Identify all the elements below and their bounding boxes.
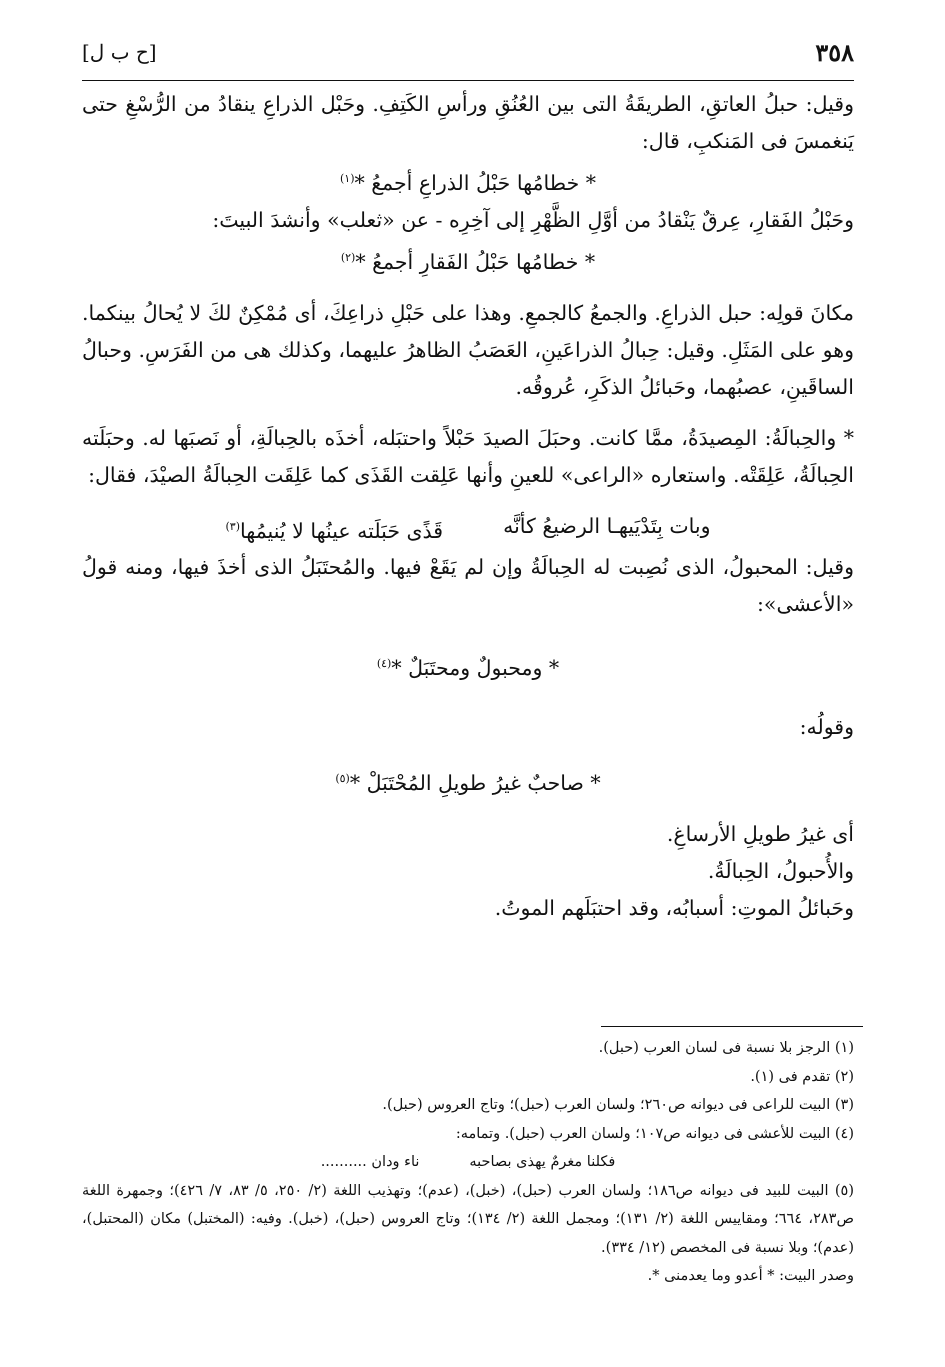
footnote-divider [601, 1026, 863, 1027]
paragraph: وقيل: حبلُ العاتقِ، الطريقَةُ التى بين العُنُقِ ورأسِ الكَتِفِ. وحَبْل الذراعِ ينقادُ من الرُّسْغِ حتى يَنغمسَ فى المَنكبِ، قال: [82, 92, 854, 153]
footnote: (٤) البيت للأعشى فى ديوانه ص١٠٧؛ ولسان العرب (حبل). وتمامه: [455, 1125, 854, 1142]
footnote: وصدر البيت: * أعدو وما يعدمنى *. [647, 1268, 854, 1284]
paragraph: مكانَ قولِه: حبل الذراعِ. والجمعُ كالجمعِ. وهذا على حَبْلِ ذراعِكَ، أى مُمْكِنٌ لكَ لا يُحالُ بينكما. وهو على المَثَلِ. وقيل: حِبالُ الذراعَينِ، العَصَبُ الظاهرُ عليهما، وكذلك هى من الفَرَسِ. وحبالُ الساقَينِ، عصبُهما، وحَبائلُ الذكَرِ، عُروقُه. [82, 300, 854, 399]
footnote-poem-second: ناء ودان .......... [320, 1154, 420, 1170]
footnote: (١) الرجز بلا نسبة فى لسان العرب (حبل). [598, 1040, 854, 1056]
footnote: (٢) تقدم فى (١). [750, 1068, 854, 1085]
footnote-marker: (٥) [335, 772, 350, 786]
poem-hemistich-second: قَذًى حَبَلَته عينُها لا يُنيمُها$^{(٣)}$ [225, 518, 444, 543]
footnotes [82, 1034, 854, 1291]
footnote: (٥) البيت للبيد فى ديوانه ص١٨٦؛ ولسان العرب (حبل)، (خبل)، (عدم)؛ وتهذيب اللغة (٢/ ٢٥٠، ٥/ ٨٣، ٧/ ٤٢٦)؛ وجمهرة اللغة ص٢٨٣، ٦٦٤؛ ومقاييس اللغة (٢/ ١٣١)؛ ومجمل اللغة (٢/ ١٣٤)؛ وتاج العروس (حبل)، (خبل). وفيه: (المختبل) مكان (المحتبل)، (عدم)؛ وبلا نسبة فى المخصص (١٢/ ٣٣٤). [82, 1182, 855, 1256]
paragraph: وحَبائلُ الموتِ: أسبابُه، وقد احتبَلَهم الموتُ. [494, 896, 854, 921]
footnote-marker: (٢) [340, 250, 356, 264]
paragraph: وحَبْلُ الفَقارِ، عِرقٌ يَنْقادُ من أوَّلِ الظَّهْرِ إلى آخِرِه - عن «ثعلب» وأنشدَ البيتَ: [212, 207, 854, 232]
poem-hemistich-first: وبات بِتَدْيَيهـا الرضيعُ كأنَّه [503, 513, 711, 538]
footnote-marker: (٤) [376, 657, 392, 671]
paragraph: والأُحبولُ، الحِبالَةُ. [707, 859, 854, 884]
paragraph: وقيل: المحبولُ، الذى نُصِبت له الحِبالَةُ وإن لم يَقَعْ فيها. والمُحتَبَلُ الذى أخذَ فيها، ومنه قولُ «الأعشى»: [82, 555, 854, 617]
footnote: (٣) البيت للراعى فى ديوانه ص٢٦٠؛ ولسان العرب (حبل)؛ وتاج العروس (حبل). [382, 1097, 854, 1113]
page-number: ٣٥٨ [815, 38, 854, 67]
footnote-marker: (١) [339, 172, 355, 185]
header-divider [82, 80, 854, 81]
verse-line: * خطامُها حَبْلُ الفَقارِ أجمعُ *$^{(٢)}$ [340, 249, 596, 274]
paragraph: أى غيرُ طويلِ الأرساغِ. [666, 822, 854, 847]
verse-line: * صاحبٌ غيرُ طويلِ المُحْتَبَلْ *$^{(٥)}$ [335, 771, 601, 796]
paragraph: وقولُه: [799, 715, 854, 740]
poem-couplet [82, 508, 854, 550]
footnote-poem [82, 1148, 854, 1177]
footnote-marker: (٣) [225, 519, 240, 533]
verse-line: * ومحبولٌ ومحتَبَلٌ *$^{(٤)}$ [376, 656, 560, 681]
paragraph: * والحِبالَةُ: المِصيدَةُ، ممَّا كانت. وحبَلَ الصيدَ حَبْلاً واحتبَله، أخذَه بالحِبالَةِ، أو نَصبَها له. وحبَلَته الحِبالَةُ، عَلِقَتْه. واستعاره «الراعى» للعينِ وأنها عَلِقت القَذَى كما عَلِقَت الحِبالَةُ الصيْدَ، فقال: [82, 425, 854, 487]
page-header [82, 38, 854, 78]
footnote-poem-first: فكلنا مغرمٌ يهذى بصاحبه [469, 1154, 616, 1170]
verse-line: * خطامُها حَبْلُ الذراعِ أجمعُ *$^{(١)}$ [339, 170, 597, 195]
main-text [82, 86, 854, 927]
root-label: [ح ب ل] [82, 40, 157, 64]
